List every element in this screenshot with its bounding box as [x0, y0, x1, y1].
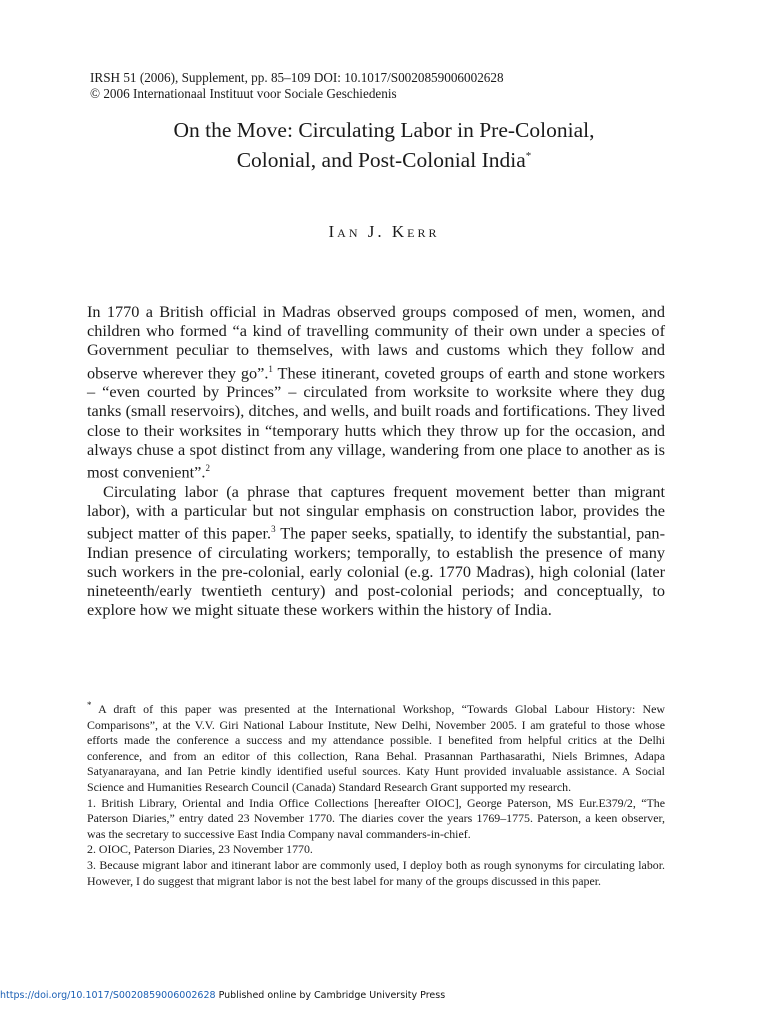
paragraph-2-part-a: Circulating labor (a phrase that captures frequent movement better than migrant labor), with a particular but not singular emphasis on construction labor, provides the subject matter of this paper. — [87, 481, 665, 543]
footnote-1: 1. British Library, Oriental and India Office Collections [hereafter OIOC], George Paterson, MS Eur.E379/2, “The Paterson Diaries,” entry dated 23 November 1770. The diaries cover the years 1769–1775. Paterson, a keen observer, was the secretary to successive East India Company naval commanders-in-chief. — [87, 795, 665, 841]
paragraph-1-part-a: In 1770 a British official in Madras observed groups composed of men, women, and children who formed “a kind of travelling community of their own under a species of Government peculiar to themselves, with laws and customs which they follow and observe wherever they go”. — [87, 302, 665, 383]
citation-line: IRSH 51 (2006), Supplement, pp. 85–109 DOI: 10.1017/S0020859006002628 — [90, 70, 504, 85]
footnotes — [87, 698, 665, 889]
body-text — [87, 302, 665, 620]
paragraph-2-part-b: The paper seeks, spatially, to identify the substantial, pan-Indian presence of circulating workers; temporally, to establish the presence of many such workers in the pre-colonial, early colonial (e.g. 1770 Madras), high colonial (later nineteenth/early twentieth century) and post-colonial periods; and conceptually, to explore how we might situate these workers within the history of India. — [87, 523, 665, 620]
journal-header — [90, 70, 690, 102]
footnote-3: 3. Because migrant labor and itinerant labor are commonly used, I deploy both as rough synonyms for circulating labor. However, I do suggest that migrant labor is not the best label for many of the groups discussed in this paper. — [87, 857, 665, 888]
title-footnote-marker: * — [525, 150, 532, 162]
title-line-1: On the Move: Circulating Labor in Pre-Colonial, — [173, 118, 595, 142]
footnote-ref-3[interactable]: 3 — [271, 524, 276, 535]
author-name: Ian J. Kerr — [328, 222, 440, 241]
article-title — [60, 117, 708, 173]
copyright-line: © 2006 Internationaal Instituut voor Sociale Geschiedenis — [90, 86, 397, 101]
paragraph-1-part-b: These itinerant, coveted groups of earth and stone workers – “even courted by Princes” – circulated from worksite to worksite where they dug tanks (small reservoirs), ditches, and wells, and built roads and fortifications. They lived close to their worksites in “temporary hutts which they throw up for the occasion, and always chuse a spot distinct from any village, wandering from one place to another as is most convenient”. — [87, 363, 666, 482]
footnote-2: 2. OIOC, Paterson Diaries, 23 November 1770. — [87, 842, 313, 857]
footnote-ref-2[interactable]: 2 — [205, 463, 210, 474]
published-online-text: Published online by Cambridge University Press — [215, 990, 446, 1001]
title-line-2 — [60, 143, 708, 173]
footnote-star-marker: * — [87, 700, 92, 710]
title-line-2-text: Colonial, and Post-Colonial India — [236, 148, 526, 173]
doi-link[interactable]: https://doi.org/10.1017/S0020859006002628 — [0, 990, 216, 1001]
footnote-star-text: A draft of this paper was presented at the International Workshop, “Towards Global Labour History: New Comparisons”, at the V.V. Giri National Labour Institute, New Delhi, November 2005. I am grateful to those whose efforts made the conference a success and my attendance possible. I benefited from helpful critics at the Delhi conference, and from an editor of this collection, Rana Behal. Prasannan Parthasarathi, Niels Brimnes, Adapa Satyanarayana, and Ian Petrie kindly identified useful sources. Katy Hunt provided invaluable assistance. A Social Science and Humanities Research Council (Canada) Standard Research Grant supported my research. — [87, 701, 665, 794]
footnote-star — [87, 698, 665, 796]
publisher-footer — [0, 990, 768, 1006]
footnote-ref-1[interactable]: 1 — [268, 363, 273, 374]
paragraph-1 — [87, 302, 665, 482]
paragraph-2 — [87, 482, 665, 620]
